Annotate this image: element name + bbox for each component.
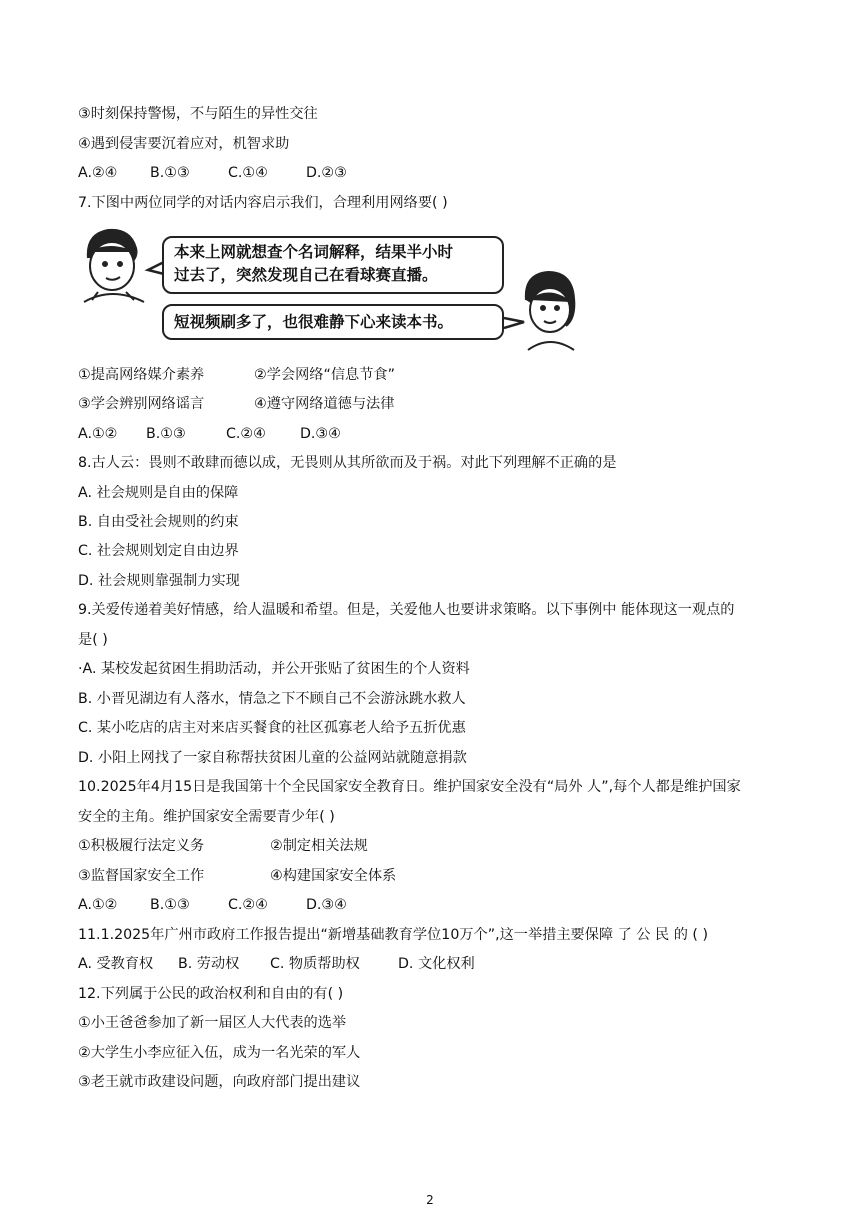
q7-item-1: ①提高网络媒介素养 [78,367,205,383]
q7-item-2: ②学会网络“信息节食” [254,367,395,383]
option-a: A.①② [78,897,118,913]
q9-stem-line-2: 是( ) [78,632,108,648]
q9-option-c: C. 某小吃店的店主对来店买餐食的社区孤寡老人给予五折优惠 [78,720,466,736]
option-b: B. 劳动权 [178,956,240,972]
q8-option-a: A. 社会规则是自由的保障 [78,485,239,501]
option-b: B.①③ [150,897,190,913]
q7-options [78,424,341,444]
option-c: C.①④ [228,165,268,181]
speech-bubble-boy [162,236,504,294]
q7-item-3: ③学会辨别网络谣言 [78,396,205,412]
bubble-boy-line-2: 过去了，突然发现自己在看球赛直播。 [174,266,438,284]
girl-figure [526,272,574,350]
q8-option-d: D. 社会规则靠强制力实现 [78,573,240,589]
q8-stem: 8.古人云：畏则不敢肆而德以成，无畏则从其所欲而及于祸。对此下列理解不正确的是 [78,455,617,471]
q10-item-4: ④构建国家安全体系 [270,868,397,884]
option-a: A. 受教育权 [78,956,154,972]
q6-item-4: ④遇到侵害要沉着应对，机智求助 [78,136,290,152]
q10-items-row-1 [78,836,446,856]
q10-item-3: ③监督国家安全工作 [78,868,205,884]
q9-option-b: B. 小晋见湖边有人落水，情急之下不顾自己不会游泳跳水救人 [78,691,466,707]
option-b: B.①③ [146,426,186,442]
q7-item-4: ④遵守网络道德与法律 [254,396,395,412]
option-c: C. 物质帮助权 [270,956,360,972]
option-a: A.①② [78,426,118,442]
q12-item-1: ①小王爸爸参加了新一届区人大代表的选举 [78,1015,347,1031]
option-d: D.③④ [300,426,341,442]
q10-items-row-2 [78,866,446,886]
q9-stem-line-1: 9.关爱传递着美好情感，给人温暖和希望。但是，关爱他人也要讲求策略。以下事例中 能体现这一观点的 [78,602,735,618]
option-d: D.②③ [306,165,347,181]
q10-options [78,895,347,915]
q7-items-row-2 [78,394,430,414]
q9-option-d: D. 小阳上网找了一家自称帮扶贫困儿童的公益网站就随意捐款 [78,750,467,766]
option-c: C.②④ [226,426,266,442]
q7-items-row-1 [78,365,430,385]
option-c: C.②④ [228,897,268,913]
q11-stem: 11.1.2025年广州市政府工作报告提出“新增基础教育学位10万个”,这一举措主要保障 了 公 民 的 ( ) [78,927,708,943]
q8-option-c: C. 社会规则划定自由边界 [78,543,239,559]
q11-options [78,954,475,974]
speech-bubble-girl: 短视频刷多了，也很难静下心来读本书。 [162,304,504,340]
option-a: A.②④ [78,165,118,181]
option-d: D. 文化权利 [398,956,475,972]
bubble-boy-line-1: 本来上网就想查个名词解释，结果半小时 [174,243,454,261]
q6-item-3: ③时刻保持警惕，不与陌生的异性交往 [78,106,318,122]
q7-stem: 7.下图中两位同学的对话内容启示我们，合理利用网络要( ) [78,195,448,211]
q8-option-b: B. 自由受社会规则的约束 [78,514,239,530]
q10-stem-line-2: 安全的主角。维护国家安全需要青少年( ) [78,809,335,825]
q9-option-a: ·A. 某校发起贫困生捐助活动，并公开张贴了贫困生的个人资料 [78,661,470,677]
option-b: B.①③ [150,165,190,181]
q12-item-3: ③老王就市政建设问题，向政府部门提出建议 [78,1074,361,1090]
q10-item-1: ①积极履行法定义务 [78,838,205,854]
page-number: 2 [426,1193,434,1207]
dialogue-illustration [78,222,588,354]
q6-options [78,163,347,183]
q10-stem-line-1: 10.2025年4月15日是我国第十个全民国家安全教育日。维护国家安全没有“局外 人”,每个人都是维护国家 [78,779,741,795]
q10-item-2: ②制定相关法规 [270,838,368,854]
q12-stem: 12.下列属于公民的政治权利和自由的有( ) [78,986,344,1002]
boy-figure [84,230,144,302]
option-d: D.③④ [306,897,347,913]
q12-item-2: ②大学生小李应征入伍，成为一名光荣的军人 [78,1045,361,1061]
